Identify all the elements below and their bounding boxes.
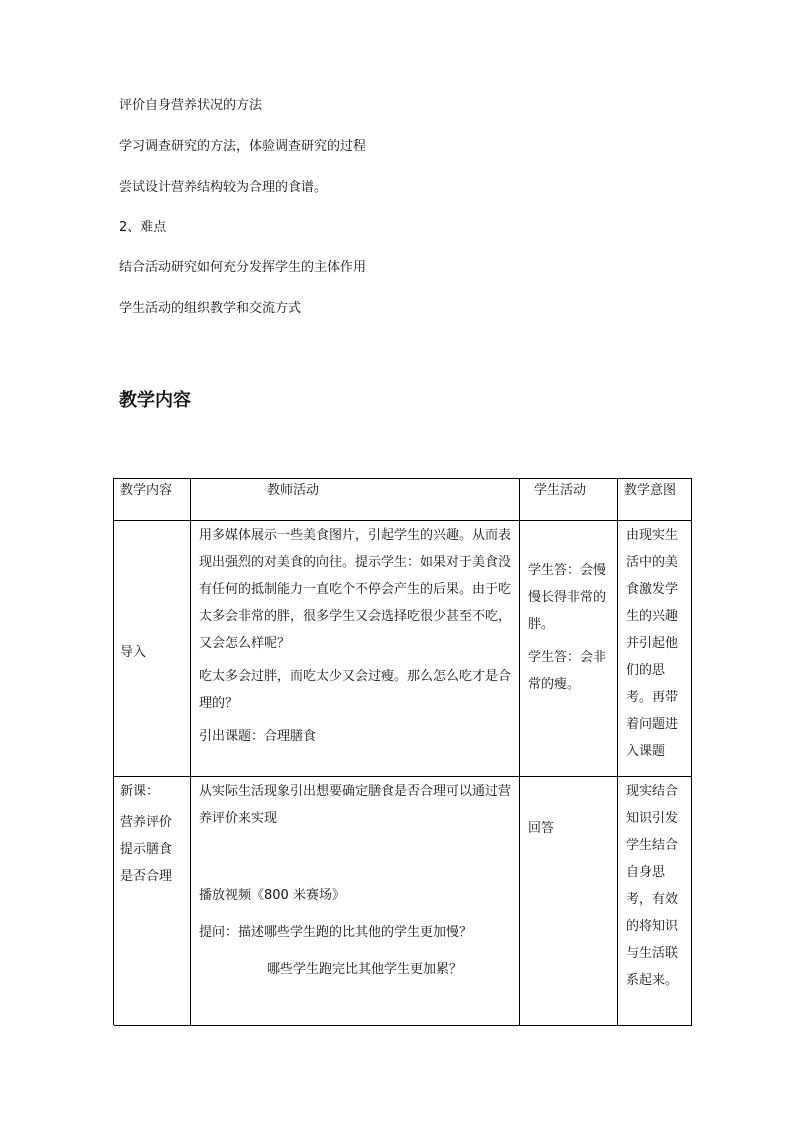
intro-line-1: 评价自身营养状况的方法 (119, 98, 263, 113)
table-header-cell (114, 479, 191, 521)
row2-content-text: 营养评价提示膳食是否合理 (120, 815, 173, 884)
row2-content-label: 新课： (120, 784, 160, 799)
intro-line-3: 尝试设计营养结构较为合理的食谱。 (119, 180, 328, 195)
lesson-table (113, 478, 692, 1025)
intro-line-5: 结合活动研究如何充分发挥学生的主体作用 (119, 260, 367, 275)
row1-student-answer-2: 学生答：会非常的瘦。 (528, 650, 607, 692)
header-intent-label: 教学意图 (624, 483, 677, 498)
table-row (114, 521, 191, 777)
table-row (520, 521, 618, 777)
table-row (618, 777, 692, 1026)
row2-student-answer: 回答 (528, 821, 555, 836)
row1-teacher-text-3: 引出课题：合理膳食 (199, 729, 317, 744)
table-row (191, 521, 520, 777)
row1-teacher-text-1: 用多媒体展示一些美食图片，引起学生的兴趣。从而表现出强烈的对美食的向往。提示学生：如果对于美食没有任何的抵制能力一直吃个不停会产生的后果。由于吃太多会非常的胖，很多学生又会选择吃很少甚至不吃，又会怎么样呢？ (199, 528, 512, 651)
difficulty-heading: 2、难点 (119, 220, 167, 235)
row1-content: 导入 (120, 645, 147, 660)
row2-intent: 现实结合知识引发学生结合自身思考，有效的将知识与生活联系起来。 (626, 784, 679, 988)
table-header-cell (618, 479, 692, 521)
header-content-label: 教学内容 (120, 483, 173, 498)
row2-teacher-text-1: 从实际生活现象引出想要确定膳食是否合理可以通过营养评价来实现 (199, 784, 512, 826)
intro-line-2: 学习调查研究的方法，体验调查研究的过程 (119, 139, 367, 154)
header-teacher-label: 教师活动 (267, 483, 320, 498)
table-row (114, 777, 191, 1026)
row1-teacher-text-2: 吃太多会过胖，而吃太少又会过瘦。那么怎么吃才是合理的？ (199, 669, 512, 711)
row2-teacher-text-3: 提问：描述哪些学生跑的比其他的学生更加慢？ (199, 925, 473, 940)
row1-intent: 由现实生活中的美食激发学生的兴趣并引起他们的思考。再带着问题进入课题 (626, 528, 679, 759)
table-header-cell (191, 479, 520, 521)
row2-teacher-text-2: 播放视频《800 米赛场》 (199, 888, 345, 903)
header-student-label: 学生活动 (534, 483, 587, 498)
table-header-cell (520, 479, 618, 521)
intro-line-6: 学生活动的组织教学和交流方式 (119, 301, 302, 316)
row1-student-answer-1: 学生答：会慢慢长得非常的胖。 (528, 563, 607, 632)
table-row (520, 777, 618, 1026)
table-row (191, 777, 520, 1026)
section-heading: 教学内容 (119, 390, 191, 411)
table-row (618, 521, 692, 777)
row2-teacher-text-4: 哪些学生跑完比其他学生更加累？ (267, 962, 463, 977)
